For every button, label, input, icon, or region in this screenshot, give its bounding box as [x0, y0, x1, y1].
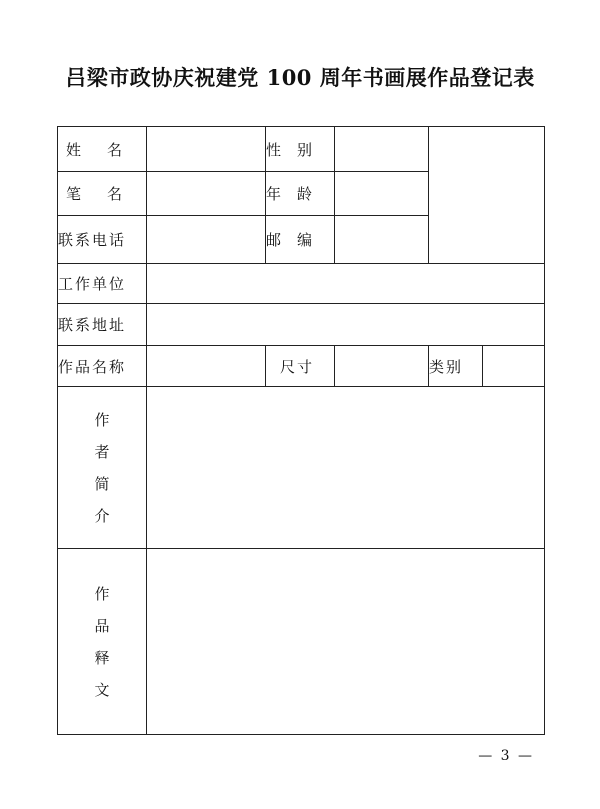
postcode-field[interactable] [335, 216, 429, 264]
age-field[interactable] [335, 172, 429, 216]
size-field[interactable] [335, 346, 429, 387]
gender-label: 性 别 [266, 127, 335, 172]
address-label: 联系地址 [58, 304, 147, 346]
pen-name-label: 笔 名 [58, 172, 147, 216]
category-field[interactable] [483, 346, 545, 387]
bio-label: 作 者 简 介 [58, 387, 147, 549]
name-field[interactable] [147, 127, 266, 172]
gender-field[interactable] [335, 127, 429, 172]
pen-name-field[interactable] [147, 172, 266, 216]
workplace-field[interactable] [147, 264, 545, 304]
explanation-field[interactable] [147, 549, 545, 735]
explanation-label: 作 品 释 文 [58, 549, 147, 735]
bio-field[interactable] [147, 387, 545, 549]
workplace-label: 工作单位 [58, 264, 147, 304]
form-title: 吕梁市政协庆祝建党 100 周年书画展作品登记表 [65, 65, 535, 90]
phone-label: 联系电话 [58, 216, 147, 264]
photo-area[interactable] [429, 127, 545, 264]
registration-form-table [57, 126, 545, 735]
work-title-label: 作品名称 [58, 346, 147, 387]
phone-field[interactable] [147, 216, 266, 264]
size-label: 尺寸 [266, 346, 335, 387]
age-label: 年 龄 [266, 172, 335, 216]
category-label: 类别 [429, 346, 483, 387]
page-number: — 3 — [478, 748, 534, 764]
name-label: 姓 名 [58, 127, 147, 172]
address-field[interactable] [147, 304, 545, 346]
work-title-field[interactable] [147, 346, 266, 387]
postcode-label: 邮 编 [266, 216, 335, 264]
